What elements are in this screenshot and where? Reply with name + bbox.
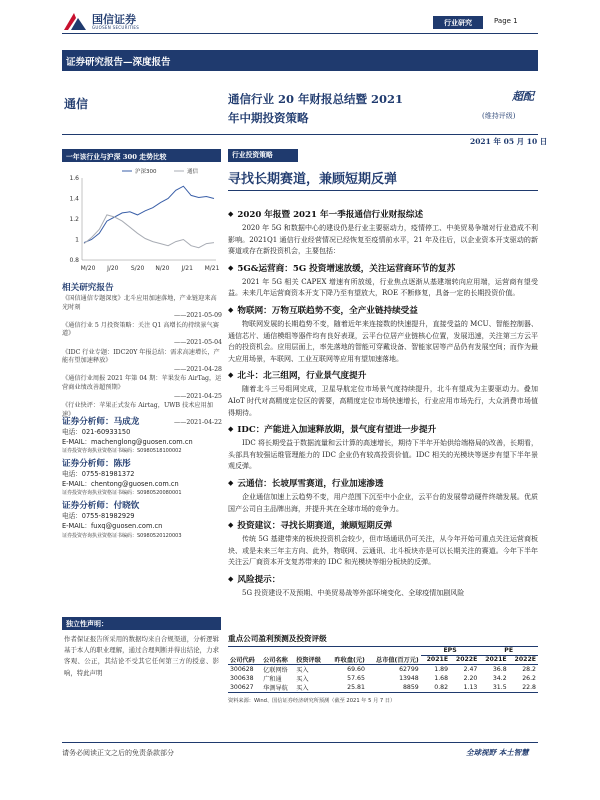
analyst-card bbox=[62, 416, 222, 455]
banner-text: 证券研究报告—深度报告 bbox=[66, 57, 171, 68]
table-cell: 亿联网络 bbox=[263, 667, 288, 674]
table-header-cell: 公司名称 bbox=[263, 657, 288, 664]
table-cell: 2.20 bbox=[463, 675, 478, 682]
table-header-row bbox=[228, 655, 538, 665]
related-item-date: ——2021-04-25 bbox=[173, 392, 222, 400]
bullet-body: 物联网发展的长期趋势不变，随着近年来连接数的快速提升，直接受益的 MCU、智能控制器、通信芯片、通信模组等器件均有良好表现，云平台位居产业链核心位置，发展迅速，关注第三方云平台的投资机会。应用层面上，率先落地的智能可穿戴设备、智能家居等产品仍有发展空间；而作为最大应用场景，车联网、工业互联网等应用有望加速落地。 bbox=[228, 319, 538, 363]
analyst-role: 证券分析师：付晓钦 bbox=[62, 501, 140, 512]
disclaimer-bar bbox=[62, 617, 221, 630]
bullet-body: 传统 5G 基建带来的板块投资机会较少，但市场通讯仍可关注，从今年开始可重点关注运营商板块、或是未来三年主方向、此外，物联网、云通讯、北斗板块亦是可以长期关注的赛道。今年下半年关注云厂商资本开支复苏带来的 IDC 和光模块等细分板块的反弹。 bbox=[228, 535, 538, 567]
analyst-role: 证券分析师：陈彤 bbox=[62, 459, 131, 470]
analyst-card bbox=[62, 458, 222, 497]
disclaimer-heading: 独立性声明： bbox=[66, 619, 108, 628]
table-group-blank bbox=[228, 647, 421, 656]
report-title bbox=[228, 90, 403, 128]
table-cell: 69.60 bbox=[347, 666, 365, 673]
report-tag: 行业研究 bbox=[433, 16, 483, 29]
table-group-header-row bbox=[228, 647, 538, 656]
related-item-text: 《通信行业 5 月投资策略：关注 Q1 高增长的持续景气赛道》 bbox=[62, 321, 219, 338]
analyst-role: 证券分析师：马成龙 bbox=[62, 417, 140, 427]
x-tick-label: N/20 bbox=[155, 265, 170, 272]
y-tick-label: 1.2 bbox=[69, 216, 79, 223]
table-cell: 2.47 bbox=[463, 666, 478, 673]
guosen-logo-icon bbox=[62, 10, 88, 32]
header-rule bbox=[62, 33, 538, 34]
bullet-heading bbox=[228, 423, 538, 436]
table-group-header: EPS bbox=[421, 647, 480, 656]
table-cell: 华测导航 bbox=[263, 685, 288, 692]
legend-label: 沪深300 bbox=[135, 169, 157, 175]
chart-title-bar bbox=[62, 149, 221, 162]
related-item bbox=[62, 349, 222, 375]
related-item-date: ——2021-05-04 bbox=[173, 338, 222, 346]
analyst-cert: 证券投资咨询执业资格证书编码：S0980520080001 bbox=[62, 490, 182, 497]
report-date: 2021 年 05 月 10 日 bbox=[470, 137, 548, 146]
disclaimer-text: 作者保证报告所采用的数据均来自合规渠道，分析逻辑基于本人的职业理解，通过合理判断并得出结论，力求客观、公正，其结论不受其它任何第三方的授意、影响，特此声明 bbox=[64, 635, 219, 677]
table-cell: 300638 bbox=[230, 675, 254, 682]
analyst-card bbox=[62, 500, 222, 539]
bullet-heading bbox=[228, 573, 538, 586]
bullet-body: 随着北斗三号组网完成，卫星导航定位市场景气度持续提升，北斗有望成为主要驱动力。叠加 AIoT 时代对高精度定位区的需要，高精度定位市场快速增长，行业应用市场先行，大众消费市场值得期待。 bbox=[228, 385, 538, 417]
report-banner bbox=[62, 50, 538, 71]
rating: 超配 bbox=[512, 90, 534, 103]
bullet-list bbox=[228, 208, 538, 603]
bullet-body: 5G 投资建设不及预期、中美贸易战等外部环境变化、全球疫情加剧风险 bbox=[242, 588, 465, 597]
bullet-item bbox=[228, 573, 538, 600]
table-cell: 300628 bbox=[230, 666, 254, 673]
table-cell: 22.8 bbox=[522, 684, 536, 691]
headline-rule bbox=[228, 190, 538, 191]
bullet-item bbox=[228, 369, 538, 419]
bullet-heading bbox=[228, 477, 538, 490]
related-item bbox=[62, 322, 222, 348]
footer-left: 请务必阅读正文之后的免责条款部分 bbox=[62, 749, 174, 757]
related-item-text: 《行业快评：苹果正式发布 Airtag，UWB 技术应用加速》 bbox=[62, 402, 213, 418]
bullet-body: 2020 年 5G 和数据中心的建设仍是行业主要驱动力，疫情停工、中美贸易争端对行业造成不利影响。2021Q1 通信行业经营情况已经恢复至疫情前水平，21 年及往后，以企业资本开支驱动的新赛道或存在新投资机会，主要包括： bbox=[228, 224, 538, 256]
footer-right: 全球视野 本土智慧 bbox=[466, 748, 529, 757]
diamond-bullet-icon: ◆ bbox=[228, 370, 234, 380]
series-line-0 bbox=[84, 186, 214, 242]
table-header-cell: 2021E bbox=[485, 656, 507, 664]
bullet-heading bbox=[228, 304, 538, 317]
y-tick-label: 0.8 bbox=[69, 257, 79, 264]
industry-name: 通信 bbox=[64, 97, 89, 111]
x-tick-label: M/20 bbox=[80, 265, 96, 272]
table-cell: 买入 bbox=[296, 685, 309, 692]
table-cell: 0.82 bbox=[434, 684, 449, 691]
analyst-phone: 电话：0755-81982929 bbox=[62, 512, 135, 521]
rating-note: (维持评级) bbox=[482, 112, 516, 120]
table-header-cell: 2022E bbox=[514, 656, 536, 664]
bullet-item bbox=[228, 519, 538, 569]
diamond-bullet-icon: ◆ bbox=[228, 520, 234, 530]
table-cell: 8859 bbox=[403, 684, 419, 691]
bullet-heading-text: 5G&运营商：5G 投资增速放缓，关注运营商环节的复苏 bbox=[237, 263, 456, 274]
related-item-text: 《通信行业周报 2021 年第 04 期：苹果发布 AirTag，运营商业绩改善超预期》 bbox=[62, 375, 222, 391]
table-header-cell: 总市值(百万元) bbox=[375, 657, 419, 664]
related-heading: 相关研究报告 bbox=[62, 283, 114, 293]
bullet-item bbox=[228, 423, 538, 473]
bullet-heading bbox=[228, 369, 538, 382]
bullet-body: 2021 年 5G 相关 CAPEX 增速有所放缓，行业焦点逐渐从基建端转向应用端，运营商有望受益。未来几年运营商资本开支下降乃至有望放大，ROE 不断修复，具备一定的长期投资价值。 bbox=[228, 277, 538, 298]
bullet-body: 企业通信加速上云趋势不变，用户范围下沉至中小企业，云平台的发展带动硬件终端发展。优质国产公司自主品牌出海，并提升其在全球市场的竞争力。 bbox=[228, 492, 538, 513]
bullet-heading-text: 风险提示： bbox=[237, 574, 281, 585]
table-header-cell: 2022E bbox=[455, 656, 478, 664]
table-cell: 31.5 bbox=[492, 684, 507, 691]
report-title-line2: 年中期投资策略 bbox=[228, 111, 309, 125]
footer-rule bbox=[62, 742, 538, 743]
related-item bbox=[62, 375, 222, 401]
related-item bbox=[62, 295, 222, 321]
company-logo bbox=[62, 10, 182, 34]
table-cell: 26.2 bbox=[522, 675, 536, 682]
bullet-heading-text: 2020 年报暨 2021 年一季报通信行业财报综述 bbox=[237, 210, 424, 220]
analyst-email[interactable]: E-MAIL：machenglong@guosen.com.cn bbox=[62, 437, 193, 446]
table-cell: 34.2 bbox=[492, 675, 507, 682]
stock-table-source: 资料来源：Wind、国信证券经济研究所预测（截至 2021 年 5 月 7 日） bbox=[228, 698, 396, 704]
x-tick-label: M/21 bbox=[204, 265, 220, 272]
table-row bbox=[228, 665, 538, 675]
table-cell: 36.8 bbox=[492, 666, 507, 673]
stock-table-block bbox=[228, 633, 538, 704]
analyst-cert: 证券投资咨询执业资格证书编码：S0980518100002 bbox=[62, 448, 182, 455]
diamond-bullet-icon: ◆ bbox=[228, 209, 234, 218]
bullet-heading bbox=[228, 519, 538, 532]
title-rule bbox=[62, 134, 538, 135]
y-tick-label: 1 bbox=[75, 236, 79, 244]
bullet-heading-text: 北斗：北三组网，行业景气度提升 bbox=[237, 371, 367, 382]
related-item-date: ——2021-04-22 bbox=[173, 419, 222, 427]
x-tick-label: J/20 bbox=[107, 265, 119, 272]
y-tick-label: 1.6 bbox=[69, 175, 79, 182]
stock-table-title: 重点公司盈利预测及投资评级 bbox=[228, 634, 327, 643]
table-cell: 1.68 bbox=[434, 675, 449, 682]
report-title-line1: 通信行业 20 年财报总结暨 2021 bbox=[228, 92, 404, 106]
bullet-heading-text: 物联网：万物互联趋势不变，全产业链持续受益 bbox=[237, 305, 418, 316]
analyst-cert: 证券投资咨询执业资格证书编码：S0980520120003 bbox=[62, 532, 182, 539]
table-cell: 62799 bbox=[399, 666, 419, 673]
series-line-1 bbox=[84, 215, 214, 248]
legend-label: 通信 bbox=[187, 169, 199, 175]
logo-name: 国信证券 bbox=[92, 13, 136, 26]
diamond-bullet-icon: ◆ bbox=[228, 573, 234, 583]
analyst-phone: 电话：0755-81981372 bbox=[62, 470, 135, 479]
table-cell: 买入 bbox=[296, 667, 309, 674]
table-cell: 1.13 bbox=[463, 684, 478, 691]
diamond-bullet-icon: ◆ bbox=[228, 477, 234, 487]
trend-chart bbox=[62, 164, 221, 276]
table-header-cell: 投资评级 bbox=[296, 657, 321, 664]
table-cell: 300627 bbox=[230, 684, 254, 691]
bullet-heading-text: 云通信：长坡厚雪赛道，行业加速渗透 bbox=[237, 478, 384, 489]
bullet-item bbox=[228, 477, 538, 515]
table-cell: 13948 bbox=[399, 675, 419, 682]
bullet-item bbox=[228, 304, 538, 365]
chart-title: 一年该行业与沪深 300 走势比较 bbox=[66, 153, 167, 161]
table-group-header: PE bbox=[479, 647, 538, 656]
bullet-body: IDC 将长期受益于数据流量和云计算的高速增长，期待下半年开始供给端格局的改善，长期看，头部具有较强运维管理能力的 IDC 企业仍有较高投资价值。IDC 相关的光模块等逐步有望下半年景观反弹。 bbox=[228, 439, 538, 471]
bullet-item bbox=[228, 262, 538, 300]
section-tag: 行业投资策略 bbox=[228, 149, 298, 162]
table-header-cell: 2021E bbox=[426, 656, 449, 664]
bullet-heading-text: 投资建议：寻找长期赛道，兼顾短期反弹 bbox=[237, 521, 393, 532]
table-cell: 57.65 bbox=[347, 675, 365, 682]
bullet-heading bbox=[228, 208, 538, 221]
related-item-text: 《IDC 行业专题：IDC20Y 年报总结：需求高速增长，产能有望加速释放》 bbox=[62, 348, 220, 365]
analyst-phone: 电话：021-60933150 bbox=[62, 428, 131, 436]
table-cell: 1.89 bbox=[434, 666, 449, 673]
bullet-heading bbox=[228, 262, 538, 275]
table-cell: 28.2 bbox=[522, 666, 536, 673]
table-cell: 25.81 bbox=[347, 684, 365, 691]
table-row bbox=[228, 683, 538, 693]
related-item-text: 《国信通信专题深度》北斗应用加速落地，产业链迎来高光时刻 bbox=[62, 295, 217, 311]
analyst-email[interactable]: E-MAIL：chentong@guosen.com.cn bbox=[62, 479, 179, 488]
x-tick-label: S/20 bbox=[130, 265, 145, 272]
x-tick-label: J/21 bbox=[181, 265, 193, 272]
page-number: Page 1 bbox=[494, 17, 518, 25]
related-research bbox=[62, 282, 222, 428]
headline: 寻找长期赛道，兼顾短期反弹 bbox=[228, 172, 398, 187]
analyst-block bbox=[62, 416, 222, 543]
table-row bbox=[228, 674, 538, 683]
related-item-date: ——2021-05-09 bbox=[173, 312, 222, 320]
analyst-email[interactable]: E-MAIL：fuxq@guosen.com.cn bbox=[62, 521, 163, 530]
bullet-heading-text: IDC：产能进入加速释放期，景气度有望进一步提升 bbox=[237, 425, 437, 436]
y-tick-label: 1.4 bbox=[69, 195, 79, 203]
table-cell: 买入 bbox=[296, 676, 309, 683]
stock-table bbox=[228, 646, 538, 693]
bullet-item bbox=[228, 208, 538, 258]
table-header-cell: 公司代码 bbox=[230, 657, 255, 664]
diamond-bullet-icon: ◆ bbox=[228, 424, 234, 434]
table-header-cell: 昨收盘(元) bbox=[334, 657, 365, 664]
diamond-bullet-icon: ◆ bbox=[228, 304, 234, 314]
logo-sub: GUOSEN SECURITIES bbox=[92, 25, 140, 30]
table-cell: 广和通 bbox=[263, 676, 282, 683]
related-item-date: ——2021-04-28 bbox=[173, 365, 222, 373]
diamond-bullet-icon: ◆ bbox=[228, 262, 234, 272]
